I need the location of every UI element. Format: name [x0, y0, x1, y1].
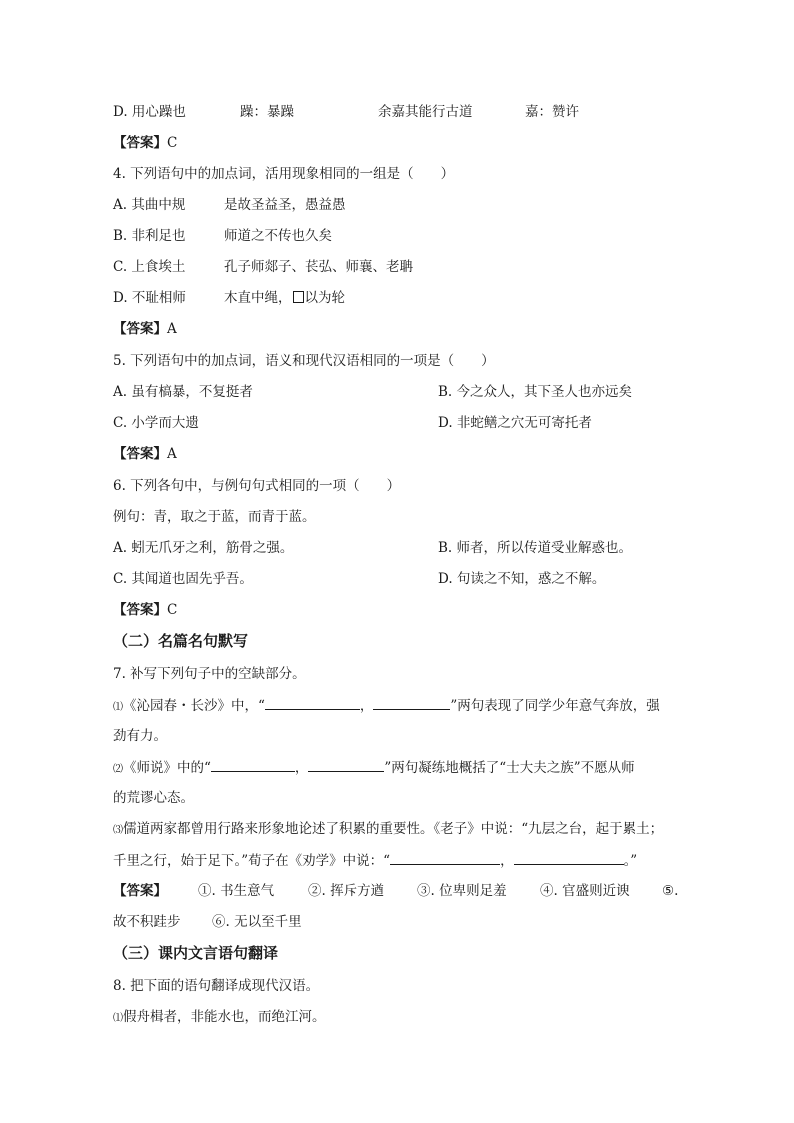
- q6-option-d: D. 句读之不知，惑之不解。: [438, 571, 606, 587]
- item-number: ⑴: [113, 1013, 123, 1024]
- q3-option-d-gloss2: 嘉：赞许: [525, 104, 579, 120]
- q7-answer-3: ③. 位卑则足羞: [417, 883, 507, 899]
- answer-tag: 【答案】: [113, 446, 167, 462]
- text-before: 木直中绳，: [224, 290, 292, 306]
- fill-blank[interactable]: [308, 757, 384, 772]
- answer-tag: 【答案】: [113, 321, 167, 337]
- option-label: D. 不耻相师: [113, 290, 186, 306]
- fill-blank[interactable]: [211, 757, 295, 772]
- q5-option-d: D. 非蛇鳝之穴无可寄托者: [438, 415, 592, 431]
- q4-option-a-text: 是故圣益圣，愚益愚: [224, 197, 346, 213]
- missing-character-box: [293, 291, 304, 303]
- q5-stem: 5. 下列语句中的加点词，语义和现代汉语相同的一项是（ ）: [113, 353, 495, 369]
- q5-answer: [113, 444, 177, 464]
- q7-answer-1: ①. 书生意气: [198, 883, 275, 899]
- answer-tag: 【答案】: [113, 602, 167, 618]
- q3-option-d: [113, 102, 186, 122]
- q4-stem: 4. 下列语句中的加点词，活用现象相同的一组是（ ）: [113, 166, 455, 182]
- option-label: A. 其曲中规: [113, 197, 186, 213]
- q4-option-d-text: [224, 288, 345, 308]
- q5-option-a: A. 虽有槁暴，不复挺者: [113, 384, 253, 400]
- answer-value: A: [167, 446, 177, 462]
- q6-option-b: B. 师者，所以传道受业解惑也。: [438, 540, 633, 556]
- answer-tag: 【答案】: [113, 135, 167, 151]
- q7-answer-6: ⑥. 无以至千里: [212, 914, 302, 930]
- section-heading-translation: （三）课内文言语句翻译: [113, 944, 279, 962]
- q6-option-c: C. 其闻道也固先乎吾。: [113, 571, 253, 587]
- q4-option-d: [113, 288, 186, 308]
- text: 儒道两家都曾用行路来形象地论述了积累的重要性。《老子》中说：“九层之台，起于累土；: [123, 821, 664, 837]
- text: 《师说》中的“: [123, 760, 211, 776]
- fill-blank[interactable]: [265, 695, 360, 710]
- q7-sentence-1-cont: 劲有力。: [113, 728, 167, 744]
- q7-answer: [113, 881, 167, 901]
- q7-answer-2: ②. 挥斥方遒: [308, 883, 385, 899]
- text: ，: [359, 698, 374, 714]
- text: 。”: [623, 853, 638, 869]
- q7-answer-5-text: 故不积跬步: [113, 914, 181, 930]
- q4-option-b-text: 师道之不传也久矣: [224, 228, 332, 244]
- answer-tag: 【答案】: [113, 883, 167, 899]
- text: ”两句凝练地概括了“士大夫之族”不愿从师: [384, 760, 635, 776]
- q5-option-c: C. 小学而大遗: [113, 415, 199, 431]
- q7-answer-4: ④. 官盛则近谀: [540, 883, 630, 899]
- q4-option-b: [113, 226, 186, 246]
- q7-sentence-1: [113, 695, 660, 718]
- q7-answer-5: ⑤.: [662, 883, 679, 899]
- q6-stem: 6. 下列各句中，与例句句式相同的一项（ ）: [113, 478, 401, 494]
- q7-sentence-3: [113, 819, 663, 841]
- q4-answer: [113, 319, 177, 339]
- text: ，: [294, 760, 309, 776]
- text: 千里之行，始于足下。”荀子在《劝学》中说：“: [113, 853, 391, 869]
- q7-sentence-2: [113, 757, 635, 780]
- fill-blank[interactable]: [390, 850, 500, 865]
- text: 《沁园春・长沙》中，“: [123, 698, 265, 714]
- q4-option-c: [113, 257, 185, 277]
- q6-answer: [113, 600, 177, 620]
- q3-option-d-item2: 余嘉其能行古道: [378, 104, 473, 120]
- q3-answer: [113, 133, 177, 153]
- text: ”两句表现了同学少年意气奔放，强: [450, 698, 660, 714]
- answer-value: A: [167, 321, 177, 337]
- q5-option-b: B. 今之众人，其下圣人也亦远矣: [438, 384, 633, 400]
- q4-option-a: [113, 195, 185, 215]
- q6-example: 例句：青，取之于蓝，而青于蓝。: [113, 509, 316, 525]
- q7-sentence-2-cont: 的荒谬心态。: [113, 790, 194, 806]
- q8-sentence-1: [113, 1007, 326, 1029]
- text: 假舟楫者，非能水也，而绝江河。: [123, 1009, 326, 1025]
- answer-value: C: [167, 602, 178, 618]
- text: ，: [500, 853, 514, 869]
- fill-blank[interactable]: [514, 850, 624, 865]
- option-label: C. 上食埃土: [113, 259, 186, 275]
- item-number: ⑵: [113, 764, 123, 775]
- q3-option-d-gloss1: 躁：暴躁: [240, 104, 294, 120]
- answer-value: C: [167, 135, 178, 151]
- q7-stem: 7. 补写下列句子中的空缺部分。: [113, 666, 306, 682]
- section-heading-recitation: （二）名篇名句默写: [113, 632, 249, 650]
- q7-sentence-3-cont: [113, 850, 637, 871]
- fill-blank[interactable]: [373, 695, 450, 710]
- text-after: 以为轮: [304, 290, 345, 306]
- q8-stem: 8. 把下面的语句翻译成现代汉语。: [113, 978, 320, 994]
- q6-option-a: A. 蚓无爪牙之利，筋骨之强。: [113, 540, 294, 556]
- item-number: ⑶: [113, 825, 123, 836]
- option-label: B. 非利足也: [113, 228, 186, 244]
- q4-option-c-text: 孔子师郯子、苌弘、师襄、老聃: [224, 259, 413, 275]
- q3-option-d-label: D. 用心躁也: [113, 104, 186, 120]
- item-number: ⑴: [113, 702, 123, 713]
